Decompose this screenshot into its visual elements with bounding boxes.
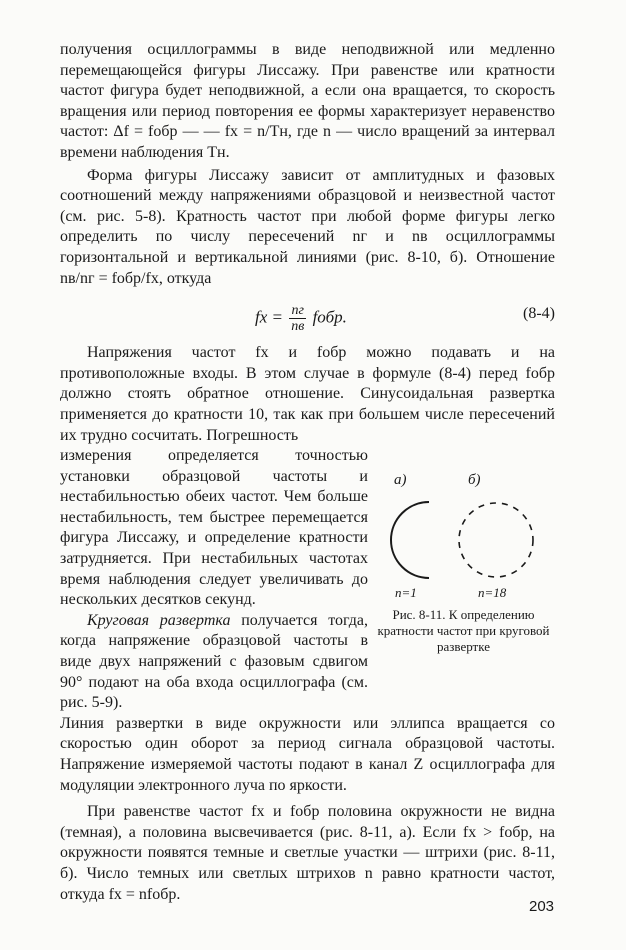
page-number: 203 bbox=[529, 898, 555, 915]
formula-expression: fx = nг nв fобр. bbox=[255, 303, 347, 335]
formula-number: (8-4) bbox=[523, 305, 555, 323]
figure-label-a: а) bbox=[394, 472, 407, 489]
paragraph-1: получения осциллограммы в виде неподвижной или медленно перемещающейся фигуры Лиссажу. При равенстве или кратности частот фигура будет неподвижной, а если она вращается, то скорость вращения или период повторения ее формы характеризует неравенство частот: Δf = fобр — — fx = n/Tн, где n — число вращений за интервал времени наблюдения Tн. bbox=[60, 41, 555, 161]
paragraph-4: Круговая развертка получается тогда, когда напряжение образцовой частоты в виде двух напряжений с фазовым сдвигом 90° подают на оба входа осциллографа (см. рис. 5-9). bbox=[60, 611, 369, 712]
paragraph-4-continued: Линия развертки в виде окружности или эллипса вращается со скоростью один оборот за период сигнала образцовой частоты. Напряжение измеряемой частоты подают в канал Z осциллографа для модуляции электронного луча по яркости. bbox=[60, 714, 555, 794]
formula-8-4 bbox=[60, 297, 555, 339]
half-circle-arc bbox=[391, 502, 429, 578]
page-body bbox=[60, 40, 555, 905]
dashed-circle bbox=[459, 503, 533, 577]
paragraph-5: При равенстве частот fx и fобр половина окружности не видна (темная), а половина высвечивается (рис. 8-11, а). Если fx > fобр, на окружности появятся темные и светлые участки — штрихи (рис. 8-11, б). Число темных или светлых штрихов n равно кратности частот, откуда fx = nfобр. bbox=[60, 803, 555, 903]
figure-wrap-row bbox=[60, 446, 555, 714]
formula-numerator: nг bbox=[289, 303, 306, 319]
paragraph-3: Напряжения частот fx и fобр можно подавать и на противоположные входы. В этом случае в формуле (8-4) перед fобр должно стоять обратное отношение. Синусоидальная развертка применяется до кратности 10, так как при большем числе пересечений их трудно сосчитать. Погрешность bbox=[60, 344, 555, 444]
figure-label-b: б) bbox=[468, 472, 481, 489]
paragraph-2: Форма фигуры Лиссажу зависит от амплитудных и фазовых соотношений между напряжениями образцовой и неизвестной частот (см. рис. 5-8). Кратность частот при любой форме фигуры легко определить по числу пересечений nг и nв осциллограммы горизонтальной и вертикальной линиями (рис. 8-10, б). Отношение nв/nг = fобр/fx, откуда bbox=[60, 166, 555, 287]
term-circular-sweep: Круговая развертка bbox=[87, 611, 231, 629]
figure-sub-b: n=18 bbox=[478, 585, 507, 601]
figure-8-11 bbox=[372, 450, 555, 655]
figure-sub-a: n=1 bbox=[395, 585, 417, 601]
paragraph-3-continued: измерения определяется точностью установки образцовой частоты и нестабильностью обеих частот. Чем больше нестабильность, тем быстрее перемещается фигура Лиссажу, и определение кратности затрудняется. При нестабильных частотах время наблюдения следует увеличивать до нескольких десятков секунд. bbox=[60, 447, 368, 609]
figure-8-11-drawing bbox=[372, 450, 555, 600]
figure-caption: Рис. 8-11. К определению кратности частот при круговой развертке bbox=[377, 607, 550, 655]
formula-denominator: nв bbox=[291, 319, 305, 335]
